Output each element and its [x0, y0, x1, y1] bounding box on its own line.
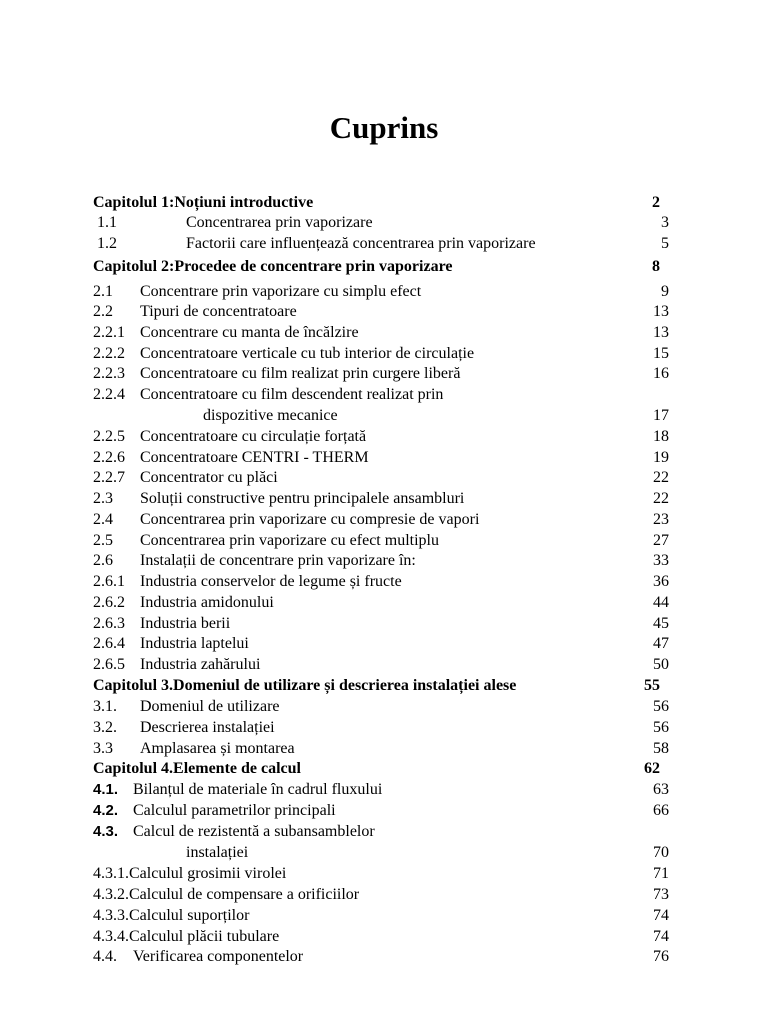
toc-title: Industria berii [140, 615, 231, 632]
toc-entry [0, 821, 768, 843]
toc-section-number: 4.3. [93, 823, 119, 840]
toc-title: Soluții constructive pentru principalele ansambluri [140, 490, 465, 507]
toc-section-number: 2.2.4 [93, 386, 125, 403]
toc-title: Concentrarea prin vaporizare [186, 214, 373, 231]
toc-title: Capitolul 4.Elemente de calcul [93, 760, 301, 777]
toc-title: Concentratoare cu film realizat prin curgere liberă [140, 365, 461, 382]
toc-entry [0, 281, 768, 303]
toc-entry [0, 905, 768, 927]
toc-page-number: 56 [653, 698, 669, 715]
toc-entry [0, 233, 768, 255]
toc-page-number: 44 [653, 594, 669, 611]
toc-entry [0, 779, 768, 801]
toc-title: Tipuri de concentratoare [140, 303, 297, 320]
toc-chapter [0, 192, 768, 214]
toc-page-number: 23 [653, 511, 669, 528]
toc-page-number: 13 [653, 303, 669, 320]
toc-page-number: 33 [653, 552, 669, 569]
toc-entry [0, 363, 768, 385]
toc-title: Bilanțul de materiale în cadrul fluxului [133, 781, 383, 798]
toc-page-number: 74 [653, 928, 669, 945]
toc-page-number: 55 [644, 677, 660, 694]
toc-page-number: 17 [653, 407, 669, 424]
toc-title: 4.3.3.Calculul suporților [93, 907, 250, 924]
toc-section-number: 2.2.7 [93, 469, 125, 486]
toc-section-number: 2.2 [93, 303, 113, 320]
toc-page-number: 71 [653, 865, 669, 882]
toc-entry [0, 654, 768, 676]
toc-section-number: 2.6.5 [93, 656, 125, 673]
toc-entry [0, 550, 768, 572]
toc-title: Verificarea componentelor [133, 948, 304, 965]
toc-title: Industria conservelor de legume și fructe [140, 573, 402, 590]
toc-entry [0, 301, 768, 323]
toc-title: Domeniul de utilizare [140, 698, 280, 715]
toc-page-number: 5 [661, 235, 669, 252]
toc-title: Concentrare cu manta de încălzire [140, 324, 359, 341]
toc-entry [0, 467, 768, 489]
toc-page-number: 8 [652, 258, 660, 275]
toc-entry [0, 509, 768, 531]
toc-section-number: 2.4 [93, 511, 113, 528]
toc-page-number: 74 [653, 907, 669, 924]
toc-page-number: 58 [653, 740, 669, 757]
toc-chapter [0, 758, 768, 780]
toc-chapter [0, 256, 768, 278]
toc-title: 4.3.4.Calculul plăcii tubulare [93, 928, 280, 945]
toc-entry [0, 322, 768, 344]
toc-page-number: 22 [653, 490, 669, 507]
toc-section-number: 1.1 [97, 214, 117, 231]
toc-entry [0, 530, 768, 552]
toc-section-number: 4.2. [93, 802, 119, 819]
toc-page-number: 16 [653, 365, 669, 382]
toc-title: Concentrarea prin vaporizare cu efect multiplu [140, 532, 439, 549]
toc-page-number: 19 [653, 449, 669, 466]
toc-section-number: 2.2.3 [93, 365, 125, 382]
toc-entry [0, 884, 768, 906]
toc-section-number: 4.1. [93, 781, 119, 798]
toc-title: Capitolul 3.Domeniul de utilizare și descrierea instalației alese [93, 677, 517, 694]
toc-title: Amplasarea și montarea [140, 740, 295, 757]
toc-section-number: 2.5 [93, 532, 113, 549]
toc-entry [0, 738, 768, 760]
toc-page-number: 56 [653, 719, 669, 736]
toc-section-number: 2.6.3 [93, 615, 125, 632]
toc-section-number: 3.2. [93, 719, 117, 736]
toc-page-number: 45 [653, 615, 669, 632]
page-title: Cuprins [329, 110, 439, 145]
toc-section-number: 2.2.5 [93, 428, 125, 445]
toc-page-number: 70 [653, 844, 669, 861]
toc-section-number: 1.2 [97, 235, 117, 252]
toc-entry [0, 633, 768, 655]
toc-entry [0, 571, 768, 593]
toc-page-number: 9 [661, 283, 669, 300]
toc-section-number: 2.2.1 [93, 324, 125, 341]
toc-entry [0, 447, 768, 469]
toc-title: instalației [186, 844, 249, 861]
toc-page-number: 18 [653, 428, 669, 445]
toc-title: Concentratoare verticale cu tub interior de circulație [140, 345, 475, 362]
toc-title: Industria laptelui [140, 635, 249, 652]
toc-title: Concentratoare CENTRI - THERM [140, 449, 369, 466]
toc-title: 4.3.1.Calculul grosimii virolei [93, 865, 287, 882]
toc-page-number: 76 [653, 948, 669, 965]
toc-title: Capitolul 2:Procedee de concentrare prin vaporizare [93, 258, 453, 275]
toc-page-number: 62 [644, 760, 660, 777]
toc-page-number: 50 [653, 656, 669, 673]
toc-entry [0, 717, 768, 739]
toc-title: Factorii care influențează concentrarea prin vaporizare [186, 235, 536, 252]
toc-section-number: 2.2.6 [93, 449, 125, 466]
toc-entry [0, 426, 768, 448]
toc-section-number: 4.4. [93, 948, 117, 965]
toc-entry [0, 863, 768, 885]
toc-title: Concentratoare cu film descendent realizat prin [140, 386, 444, 403]
toc-title: dispozitive mecanice [203, 407, 338, 424]
toc-section-number: 2.6 [93, 552, 113, 569]
toc-page-number: 73 [653, 886, 669, 903]
toc-entry [0, 926, 768, 948]
toc-section-number: 2.6.1 [93, 573, 125, 590]
toc-page-number: 13 [653, 324, 669, 341]
toc-entry [0, 946, 768, 968]
toc-page-number: 15 [653, 345, 669, 362]
toc-entry [0, 212, 768, 234]
toc-section-number: 2.1 [93, 283, 113, 300]
toc-title: Industria amidonului [140, 594, 274, 611]
toc-entry [0, 384, 768, 406]
toc-page-number: 27 [653, 532, 669, 549]
toc-entry [0, 696, 768, 718]
toc-title: Capitolul 1:Noțiuni introductive [93, 194, 314, 211]
toc-title: Industria zahărului [140, 656, 261, 673]
toc-page-number: 2 [652, 194, 660, 211]
toc-title: Concentrare prin vaporizare cu simplu efect [140, 283, 422, 300]
toc-entry-continuation [0, 842, 768, 864]
toc-page-number: 22 [653, 469, 669, 486]
toc-title: 4.3.2.Calculul de compensare a orificiilor [93, 886, 360, 903]
toc-title: Concentrarea prin vaporizare cu compresie de vapori [140, 511, 480, 528]
toc-title: Concentratoare cu circulație forțată [140, 428, 367, 445]
toc-page-number: 47 [653, 635, 669, 652]
toc-title: Calcul de rezistentă a subansamblelor [133, 823, 375, 840]
toc-page-number: 3 [661, 214, 669, 231]
toc-entry [0, 613, 768, 635]
toc-title: Concentrator cu plăci [140, 469, 278, 486]
toc-entry [0, 592, 768, 614]
toc-entry [0, 800, 768, 822]
toc-section-number: 2.6.2 [93, 594, 125, 611]
toc-section-number: 2.6.4 [93, 635, 125, 652]
toc-chapter [0, 675, 768, 697]
toc-title: Descrierea instalației [140, 719, 275, 736]
toc-page-number: 36 [653, 573, 669, 590]
toc-entry-continuation [0, 405, 768, 427]
toc-page-number: 66 [653, 802, 669, 819]
toc-entry [0, 488, 768, 510]
toc-title: Calculul parametrilor principali [133, 802, 336, 819]
toc-section-number: 3.1. [93, 698, 117, 715]
toc-section-number: 2.2.2 [93, 345, 125, 362]
toc-section-number: 3.3 [93, 740, 113, 757]
toc-section-number: 2.3 [93, 490, 113, 507]
toc-page-number: 63 [653, 781, 669, 798]
toc-entry [0, 343, 768, 365]
toc-title: Instalații de concentrare prin vaporizare în: [140, 552, 416, 569]
